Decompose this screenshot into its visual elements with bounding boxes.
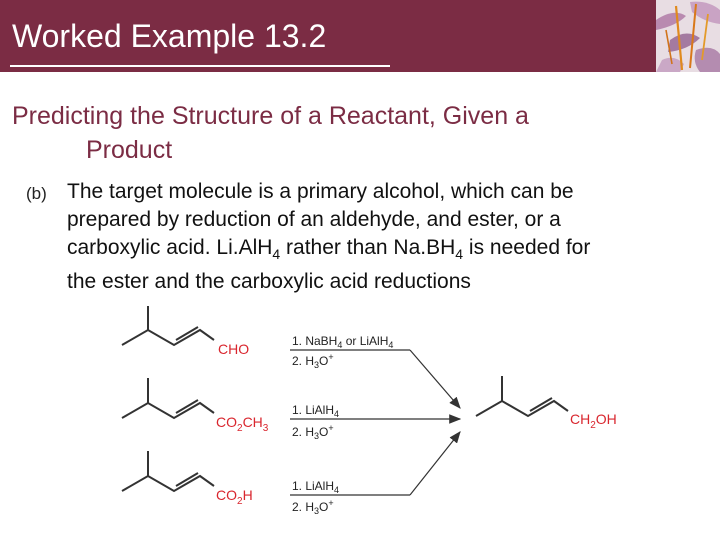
body-line-3: carboxylic acid. Li.AlH$_4$ rather than $Na.BH_4$ is needed for <box>67 236 591 263</box>
subtitle-line-2: Product <box>86 136 173 164</box>
title-bar <box>0 0 720 72</box>
svg-text:1. LiAlH4: 1. LiAlH$_4$ <box>292 403 340 419</box>
svg-text:2. H3O+: 2. $H_3O^+$ <box>292 352 334 370</box>
product-alcohol <box>476 376 617 431</box>
reactant-carboxylic-acid <box>122 451 253 507</box>
svg-text:1. LiAlH4: 1. LiAlH$_4$ <box>292 479 340 495</box>
reactant-ester <box>122 378 269 434</box>
reagents-1 <box>290 334 460 408</box>
reaction-scheme <box>110 298 630 533</box>
ester-group-label: $CO_2CH_3$ <box>216 414 269 434</box>
aldehyde-group-label: CHO <box>218 341 250 357</box>
body-line-1: The target molecule is a primary alcohol, which can be <box>67 180 574 203</box>
svg-text:2. H3O+: 2. $H_3O^+$ <box>292 498 334 516</box>
slide-title: Worked Example 13.2 <box>12 18 327 54</box>
subtitle-line-1: Predicting the Structure of a Reactant, Given a <box>12 102 529 130</box>
flower-image <box>656 0 720 72</box>
body-text <box>67 178 687 296</box>
alcohol-group-label: $CH_2OH$ <box>570 411 617 431</box>
title-underline <box>10 65 390 67</box>
body-line-4: the ester and the carboxylic acid reductions <box>67 270 471 294</box>
list-marker: (b) <box>26 184 47 203</box>
body-line-2: prepared by reduction of an aldehyde, and ester, or a <box>67 208 561 231</box>
acid-group-label: $CO_2H$ <box>216 487 253 507</box>
reagents-2 <box>290 403 460 441</box>
slide-subtitle <box>12 99 652 167</box>
svg-text:1. NaBH4 or LiAlH4: 1. NaBH$_4$ or LiAlH$_4$ <box>292 334 394 350</box>
reagents-3 <box>290 432 460 516</box>
svg-text:2. H3O+: 2. $H_3O^+$ <box>292 423 334 441</box>
reactant-aldehyde <box>122 306 249 357</box>
